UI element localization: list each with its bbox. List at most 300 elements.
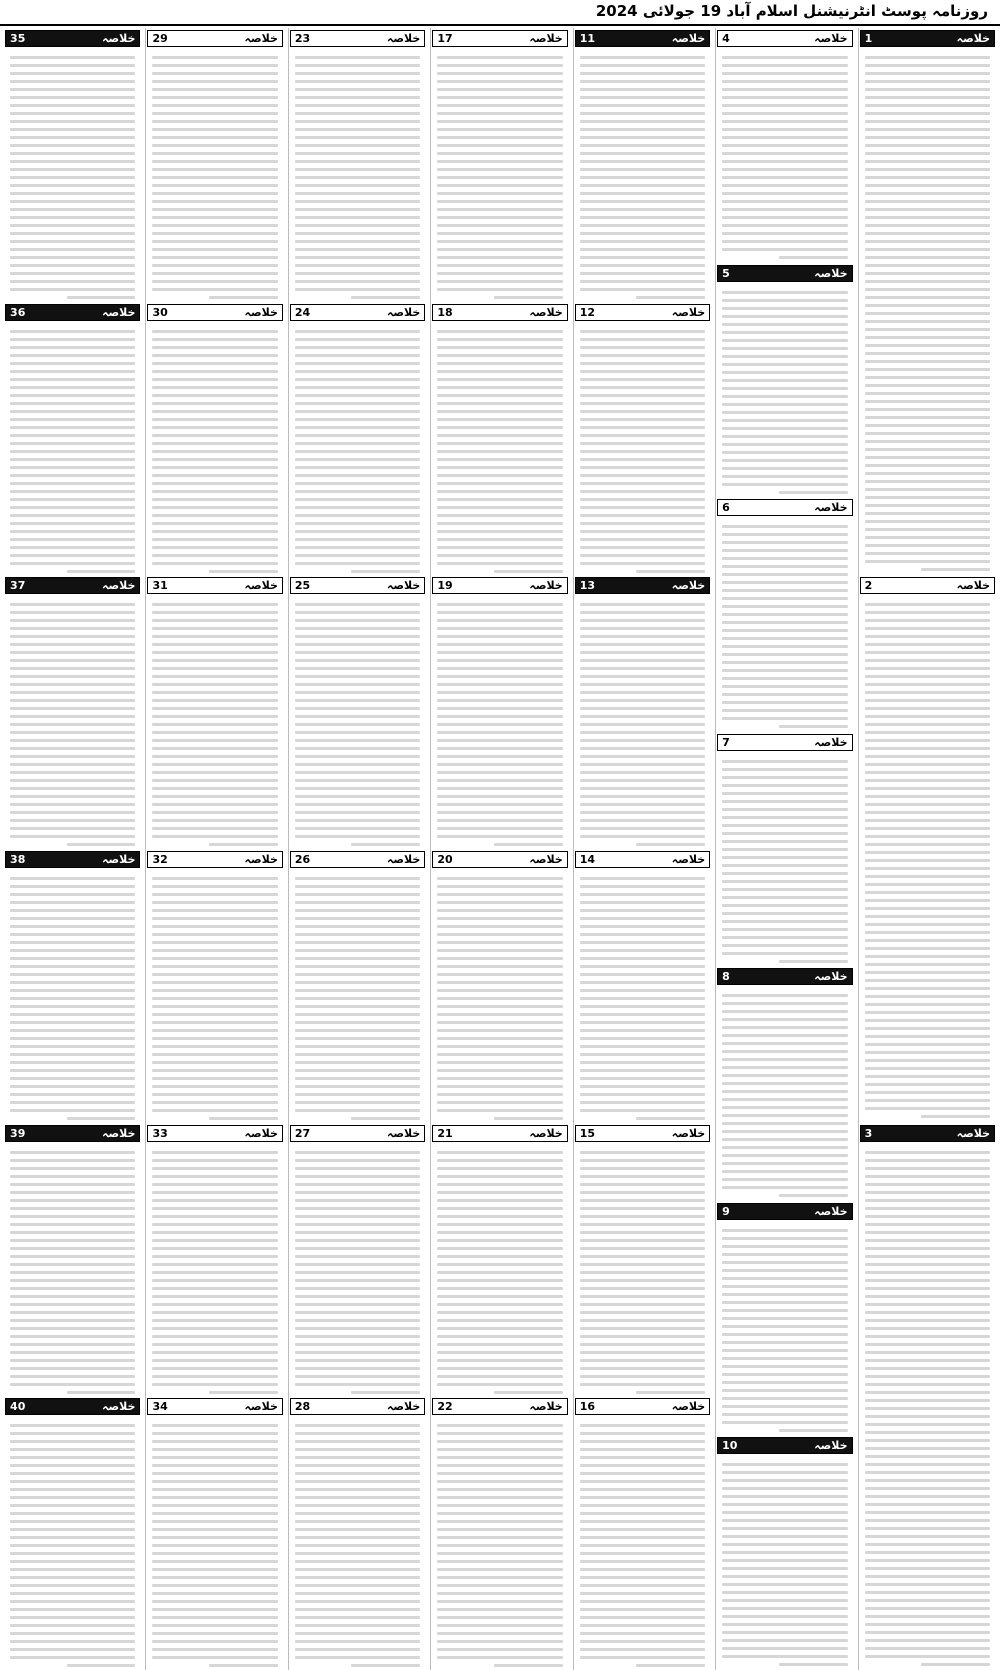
text-line [865,619,990,622]
text-line [295,1656,420,1659]
text-line [580,643,705,646]
text-line [580,1632,705,1635]
text-line [295,192,420,195]
text-line [152,981,277,984]
text-line [722,1050,847,1053]
text-line [437,1608,562,1611]
text-line [580,1600,705,1603]
text-line [295,1167,420,1170]
news-item-label: خلاصہ [671,1126,706,1140]
text-line [152,1005,277,1008]
text-line [722,475,847,478]
text-line [295,362,420,365]
text-line [437,264,562,267]
text-line [580,522,705,525]
text-line [722,1082,847,1085]
text-line [295,1159,420,1162]
text-line [722,144,847,147]
text-line [865,224,990,227]
text-line [580,1648,705,1651]
text-line [437,619,562,622]
text-line [437,498,562,501]
text-line [152,885,277,888]
text-line [437,973,562,976]
text-line [152,216,277,219]
text-line [437,909,562,912]
text-line [152,474,277,477]
text-line [152,354,277,357]
text-line [865,520,990,523]
text-line [580,1191,705,1194]
text-line [865,1175,990,1178]
text-line [152,330,277,333]
text-line [10,168,135,171]
text-line [152,1295,277,1298]
text-line [152,362,277,365]
text-line [10,152,135,155]
text-line [10,1223,135,1226]
text-line [295,787,420,790]
text-line [10,1496,135,1499]
text-line [10,627,135,630]
text-line [10,1544,135,1547]
text-line [722,80,847,83]
text-line [10,1029,135,1032]
text-line [865,963,990,966]
text-line [351,1664,420,1667]
text-line [152,192,277,195]
text-line [152,1383,277,1386]
text-line [580,933,705,936]
text-line [580,795,705,798]
text-line [779,1194,848,1197]
text-line [295,933,420,936]
text-line [865,715,990,718]
text-line [437,1093,562,1096]
news-item-label: خلاصہ [244,1126,278,1140]
text-line [437,1335,562,1338]
text-line [580,989,705,992]
text-line [865,1067,990,1070]
text-line [10,224,135,227]
text-line [722,1503,847,1506]
text-line [437,530,562,533]
news-item-header [5,304,140,321]
text-line [865,1271,990,1274]
text-line [865,136,990,139]
news-item [574,1123,711,1397]
text-line [437,1239,562,1242]
text-line [580,1319,705,1322]
text-line [580,1215,705,1218]
text-line [295,981,420,984]
text-line [295,506,420,509]
text-line [152,152,277,155]
text-line [580,1053,705,1056]
text-line [580,562,705,565]
text-line [295,1440,420,1443]
text-line [152,643,277,646]
text-line [865,859,990,862]
text-line [295,458,420,461]
text-line [152,627,277,630]
text-line [580,96,705,99]
text-line [295,1279,420,1282]
text-line [152,1544,277,1547]
text-line [722,776,847,779]
text-line [10,1263,135,1266]
text-line [580,1496,705,1499]
text-line [722,120,847,123]
text-line [580,1175,705,1178]
text-line [865,280,990,283]
text-line [580,1109,705,1112]
text-line [437,1029,562,1032]
text-line [437,546,562,549]
text-line [636,296,705,299]
news-column [145,28,283,1670]
text-line [152,1600,277,1603]
text-line [580,707,705,710]
text-line [295,1648,420,1651]
text-line [865,1255,990,1258]
text-line [10,1424,135,1427]
text-line [10,450,135,453]
news-item [289,1396,426,1670]
text-line [295,949,420,952]
text-line [67,1664,136,1667]
text-line [295,442,420,445]
text-line [437,739,562,742]
text-line [722,864,847,867]
news-item-number: 40 [10,1400,26,1414]
text-line [580,434,705,437]
text-line [10,917,135,920]
news-item-label: خلاصہ [671,853,706,866]
text-line [295,410,420,413]
text-line [722,1114,847,1117]
text-line [580,1223,705,1226]
text-line [295,1496,420,1499]
news-column [430,28,568,1670]
text-line [580,1432,705,1435]
news-column [573,28,711,1670]
news-item [716,966,853,1201]
text-line [865,1535,990,1538]
text-line [152,418,277,421]
text-line [437,603,562,606]
text-line [10,1085,135,1088]
text-line [295,715,420,718]
text-line [295,1077,420,1080]
news-item-header [290,1125,425,1142]
text-line [152,1231,277,1234]
text-line [865,763,990,766]
text-line [295,1343,420,1346]
text-line [209,1664,278,1667]
text-line [580,1343,705,1346]
text-line [10,354,135,357]
text-line [10,731,135,734]
text-line [10,120,135,123]
text-line [10,506,135,509]
text-line [580,136,705,139]
text-line [295,128,420,131]
text-line [295,643,420,646]
text-line [865,1343,990,1346]
text-line [10,1045,135,1048]
text-line [10,835,135,838]
text-line [437,1077,562,1080]
text-line [295,683,420,686]
text-line [580,1069,705,1072]
news-item-header [860,30,995,47]
text-line [437,272,562,275]
text-line [295,1085,420,1088]
text-line [295,667,420,670]
text-line [152,224,277,227]
text-line [10,1295,135,1298]
text-line [722,1277,847,1280]
text-line [152,378,277,381]
text-line [10,699,135,702]
text-line [10,1375,135,1378]
text-line [152,1496,277,1499]
text-line [865,352,990,355]
text-line [152,819,277,822]
text-line [10,1231,135,1234]
text-line [10,256,135,259]
text-line [295,248,420,251]
text-line [437,1247,562,1250]
text-line [437,1632,562,1635]
news-item-text [716,49,853,263]
text-line [437,885,562,888]
text-line [722,872,847,875]
text-line [722,637,847,640]
text-line [437,1640,562,1643]
text-line [152,160,277,163]
news-item-header [575,577,710,594]
text-line [865,1519,990,1522]
text-line [295,877,420,880]
text-line [722,1559,847,1562]
text-line [152,715,277,718]
text-line [722,1607,847,1610]
text-line [865,1051,990,1054]
news-item [289,302,426,576]
text-line [152,651,277,654]
text-line [865,1383,990,1386]
text-line [295,56,420,59]
news-item-text [574,49,711,302]
text-line [865,1099,990,1102]
text-line [152,386,277,389]
text-line [865,939,990,942]
text-line [437,346,562,349]
text-line [152,1167,277,1170]
text-line [722,1026,847,1029]
text-line [295,1029,420,1032]
text-line [10,1351,135,1354]
text-line [10,877,135,880]
news-item-label: خلاصہ [386,305,421,319]
text-line [295,1231,420,1234]
text-line [295,1536,420,1539]
text-line [152,1045,277,1048]
text-line [152,1013,277,1016]
news-item [716,28,853,263]
text-line [437,128,562,131]
text-line [722,419,847,422]
text-line [10,144,135,147]
text-line [10,80,135,83]
text-line [152,1319,277,1322]
news-item-text [146,596,283,849]
news-column [858,28,996,1670]
text-line [722,1543,847,1546]
text-line [865,1607,990,1610]
text-line [580,811,705,814]
text-line [580,1231,705,1234]
text-line [295,466,420,469]
text-line [580,965,705,968]
text-line [722,952,847,955]
text-line [865,120,990,123]
text-line [722,1237,847,1240]
text-line [152,1021,277,1024]
text-line [10,1343,135,1346]
text-line [580,458,705,461]
text-line [10,1013,135,1016]
text-line [437,96,562,99]
text-line [437,176,562,179]
text-line [636,1391,705,1394]
text-line [10,426,135,429]
text-line [580,370,705,373]
text-line [580,538,705,541]
news-item-label: خلاصہ [529,32,563,45]
text-line [295,546,420,549]
news-item-text [431,596,568,849]
news-item-header [5,577,140,594]
text-line [865,416,990,419]
text-line [152,909,277,912]
text-line [722,136,847,139]
text-line [437,1600,562,1603]
text-line [865,1167,990,1170]
text-line [722,1122,847,1125]
text-line [152,1215,277,1218]
text-line [10,1560,135,1563]
text-line [437,1207,562,1210]
news-item [146,302,283,576]
text-line [152,1512,277,1515]
text-line [865,1647,990,1650]
text-line [722,840,847,843]
text-line [295,224,420,227]
text-line [722,549,847,552]
text-line [865,1391,990,1394]
text-line [865,867,990,870]
text-line [152,506,277,509]
text-line [437,330,562,333]
text-line [152,1151,277,1154]
text-line [437,651,562,654]
text-line [152,1093,277,1096]
text-line [580,1472,705,1475]
text-line [580,80,705,83]
text-line [494,570,563,573]
text-line [580,248,705,251]
text-line [295,272,420,275]
text-line [152,1101,277,1104]
text-line [152,280,277,283]
text-line [437,635,562,638]
text-line [580,530,705,533]
news-item-header [717,1203,852,1220]
text-line [865,512,990,515]
news-item-header [290,577,425,594]
news-item-number: 33 [152,1126,168,1140]
text-line [152,1472,277,1475]
news-item-header [147,577,282,594]
text-line [437,965,562,968]
text-line [865,1575,990,1578]
text-line [580,957,705,960]
news-column [288,28,426,1670]
text-line [580,120,705,123]
news-item [716,263,853,498]
text-line [865,883,990,886]
text-line [722,1066,847,1069]
text-line [722,443,847,446]
text-line [865,1083,990,1086]
text-line [152,1448,277,1451]
text-line [10,346,135,349]
text-line [580,651,705,654]
news-item-label: خلاصہ [386,853,421,866]
text-line [437,1528,562,1531]
text-line [865,835,990,838]
text-line [580,1045,705,1048]
text-line [437,1045,562,1048]
text-line [295,1544,420,1547]
news-item [574,28,711,302]
text-line [580,611,705,614]
text-line [152,434,277,437]
news-item-label: خلاصہ [956,1126,990,1140]
text-line [722,936,847,939]
text-line [295,1101,420,1104]
text-line [437,1167,562,1170]
text-line [722,709,847,712]
text-line [437,691,562,694]
text-line [295,240,420,243]
text-line [295,827,420,830]
text-line [152,394,277,397]
text-line [10,64,135,67]
text-line [865,955,990,958]
news-item-number: 22 [437,1400,453,1414]
text-line [10,1648,135,1651]
text-line [295,1061,420,1064]
text-line [10,619,135,622]
text-line [437,1183,562,1186]
text-line [437,811,562,814]
text-line [437,1512,562,1515]
text-line [10,933,135,936]
